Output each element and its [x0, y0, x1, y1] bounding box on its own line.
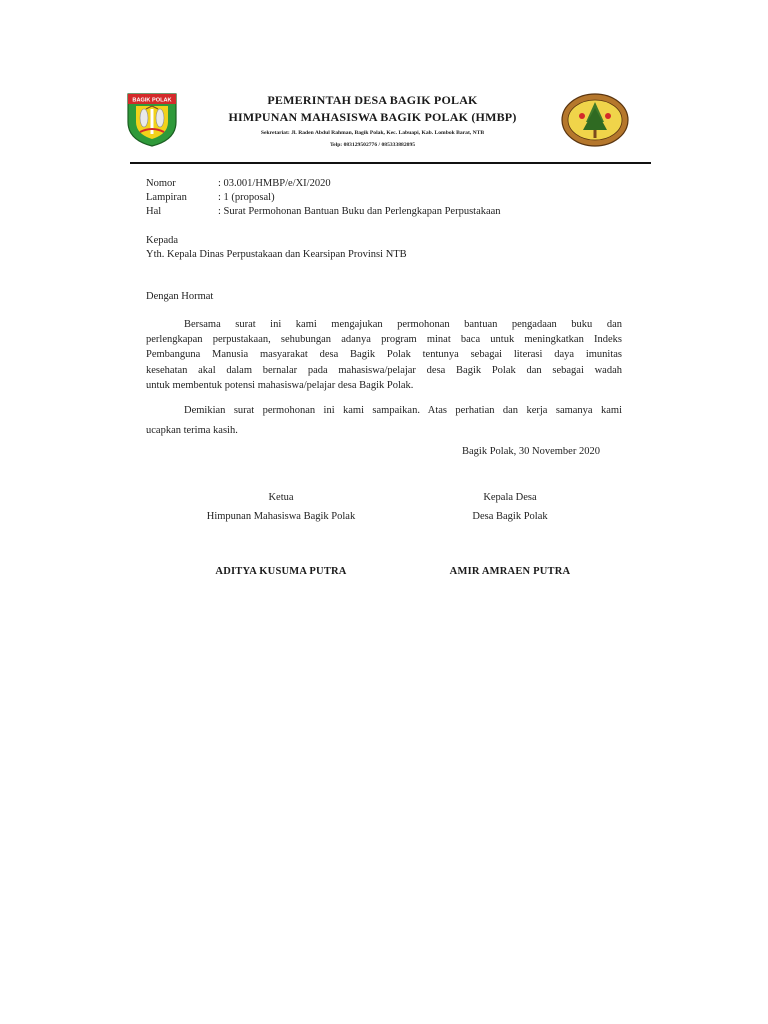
field-label-nomor: Nomor — [146, 178, 176, 189]
letterhead-title-organization: HIMPUNAN MAHASISWA BAGIK POLAK (HMBP) — [228, 110, 517, 124]
hmbp-emblem-logo — [560, 92, 630, 148]
body-paragraph-closing — [146, 401, 622, 441]
recipient-yth: Yth. Kepala Dinas Perpustakaan dan Kearsipan Provinsi NTB — [146, 249, 407, 260]
paragraph-line: perlengkapan perpustakaan, sehubungan adanya program minat baca untuk meningkatkan Indeks — [146, 334, 622, 346]
greeting: Dengan Hormat — [146, 291, 214, 302]
letterhead-phone: Telp: 083129502776 / 085333882095 — [329, 142, 416, 148]
paragraph-line: untuk membentuk potensi mahasiswa/pelajar desa Bagik Polak. — [146, 379, 414, 391]
signatory-left-org: Himpunan Mahasiswa Bagik Polak — [206, 511, 356, 522]
paragraph-line: Bersama surat ini kami mengajukan permohonan bantuan pengadaan buku dan — [184, 319, 622, 330]
paragraph-line: ucapkan terima kasih. — [146, 425, 238, 436]
paragraph-line: Pembanguna Manusia masyarakat desa Bagik Polak tentunya sebagai literasi daya imunitas — [146, 349, 622, 361]
field-value-hal: : Surat Permohonan Bantuan Buku dan Perlengkapan Perpustakaan — [218, 206, 501, 217]
signatory-right-role: Kepala Desa — [483, 492, 537, 503]
field-value-lampiran: : 1 (proposal) — [218, 192, 275, 203]
letterhead-address: Sekretariat: Jl. Raden Abdul Rahman, Bagik Polak, Kec. Labuapi, Kab. Lombok Barat, NTB — [260, 130, 485, 136]
signatory-right-org: Desa Bagik Polak — [472, 511, 548, 522]
signatory-left-name: ADITYA KUSUMA PUTRA — [215, 566, 347, 577]
paragraph-line: Demikian surat permohonan ini kami sampaikan. Atas perhatian dan kerja samanya kami — [184, 405, 622, 416]
body-paragraph-request — [146, 317, 622, 393]
place-date: Bagik Polak, 30 November 2020 — [462, 446, 600, 457]
village-crest-logo — [126, 92, 178, 148]
signatory-left-role: Ketua — [268, 492, 294, 503]
field-value-nomor: : 03.001/HMBP/e/XI/2020 — [218, 178, 331, 189]
crest-text: BAGIK POLAK — [132, 97, 172, 104]
field-label-lampiran: Lampiran — [146, 192, 187, 203]
signatory-right-name: AMIR AMRAEN PUTRA — [449, 566, 571, 577]
field-label-hal: Hal — [146, 206, 162, 217]
recipient-kepada: Kepada — [146, 235, 179, 246]
letterhead-divider — [130, 162, 651, 164]
paragraph-line: kesehatan akal dalam bernalar pada mahasiswa/pelajar desa Bagik Polak dan sebagai wadah — [146, 364, 622, 376]
letterhead-title-government: PEMERINTAH DESA BAGIK POLAK — [267, 93, 478, 107]
